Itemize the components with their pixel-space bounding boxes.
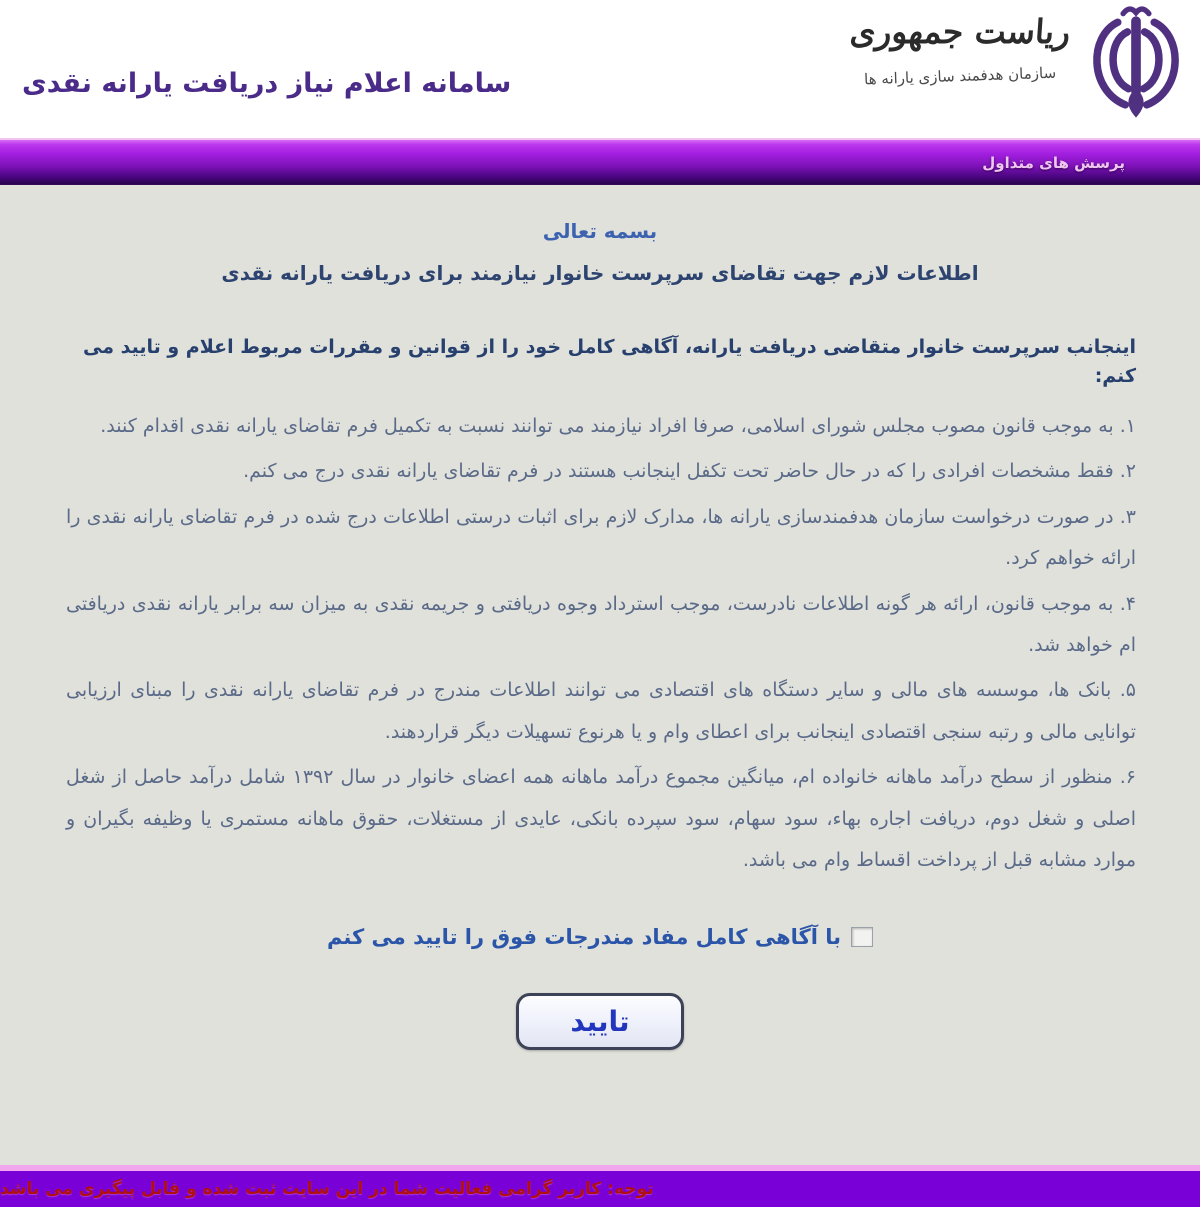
terms-block <box>0 333 1200 881</box>
button-row <box>0 993 1200 1050</box>
bismillah-text: بسمه تعالی <box>542 219 658 243</box>
main-content <box>0 185 1200 1170</box>
org-text <box>848 4 1072 89</box>
term-item-4: ۴. به موجب قانون، ارائه هر گونه اطلاعات نادرست، موجب استرداد وجوه دریافتی و جریمه نقدی به میزان سه برابر یارانه نقدی دریافتی ام خواهد شد. <box>66 592 1136 657</box>
term-item-3: ۳. در صورت درخواست سازمان هدفمندسازی یارانه ها، مدارک لازم برای اثبات درستی اطلاعات درج شده در فرم تقاضای یارانه نقدی را ارائه خواهم کرد. <box>66 505 1136 570</box>
page-header <box>0 0 1200 138</box>
site-title: سامانه اعلام نیاز دریافت یارانه نقدی <box>22 68 512 99</box>
agree-checkbox[interactable] <box>851 927 873 947</box>
term-item-1: ۱. به موجب قانون مصوب مجلس شورای اسلامی، صرفا افراد نیازمند می توانند نسبت به تکمیل فرم تقاضای یارانه نقدی اقدام کنند. <box>100 415 1136 437</box>
org-subtitle: سازمان هدفمند سازی یارانه ها <box>863 63 1057 89</box>
term-item-5: ۵. بانک ها، موسسه های مالی و سایر دستگاه های اقتصادی می توانند اطلاعات مندرج در فرم تقاضای یارانه نقدی را مبنای ارزیابی توانایی مالی و رتبه سنجی اقتصادی اینجانب برای اعطای وام و یا هرنوع تسهیلات دیگر قراردهند. <box>66 679 1136 743</box>
page-heading: اطلاعات لازم جهت تقاضای سرپرست خانوار نیازمند برای دریافت یارانه نقدی <box>221 261 979 285</box>
term-item-2: ۲. فقط مشخصات افرادی را که در حال حاضر تحت تکفل اینجانب هستند در فرم تقاضای یارانه نقدی درج می کنم. <box>243 460 1136 483</box>
iran-emblem-icon <box>1080 4 1192 122</box>
confirm-button[interactable]: تایید <box>516 993 684 1050</box>
org-title-calligraphy: ریاست جمهوری <box>848 12 1072 51</box>
terms-intro: اینجانب سرپرست خانوار متقاضی دریافت یارانه، آگاهی کامل خود را از قوانین و مقررات مربوط اعلام و تایید می کنم: <box>83 336 1136 387</box>
nav-item-faq[interactable]: پرسش های متداول <box>982 153 1125 172</box>
nav-bar <box>0 138 1200 185</box>
footer-bar <box>0 1165 1200 1207</box>
term-item-6: ۶. منظور از سطح درآمد ماهانه خانواده ام، میانگین مجموع درآمد ماهانه همه اعضای خانوار در سال ۱۳۹۲ شامل درآمد حاصل از شغل اصلی و شغل دوم، دریافت اجاره بهاء، سود سهام، سود سپرده بانکی، عایدی از مستغلات، حقوق ماهانه مستمری یا وظیفه بگیران و موارد مشابه قبل از پرداخت اقساط وام می باشد. <box>66 766 1136 872</box>
agree-label[interactable]: با آگاهی کامل مفاد مندرجات فوق را تایید می کنم <box>326 925 842 950</box>
government-logo-block <box>850 4 1192 122</box>
agreement-row <box>0 925 1200 949</box>
footer-notice: توجه: کاربر گرامی فعالیت شما در این سایت ثبت شده و قابل پیگیری می باشد <box>0 1179 654 1199</box>
